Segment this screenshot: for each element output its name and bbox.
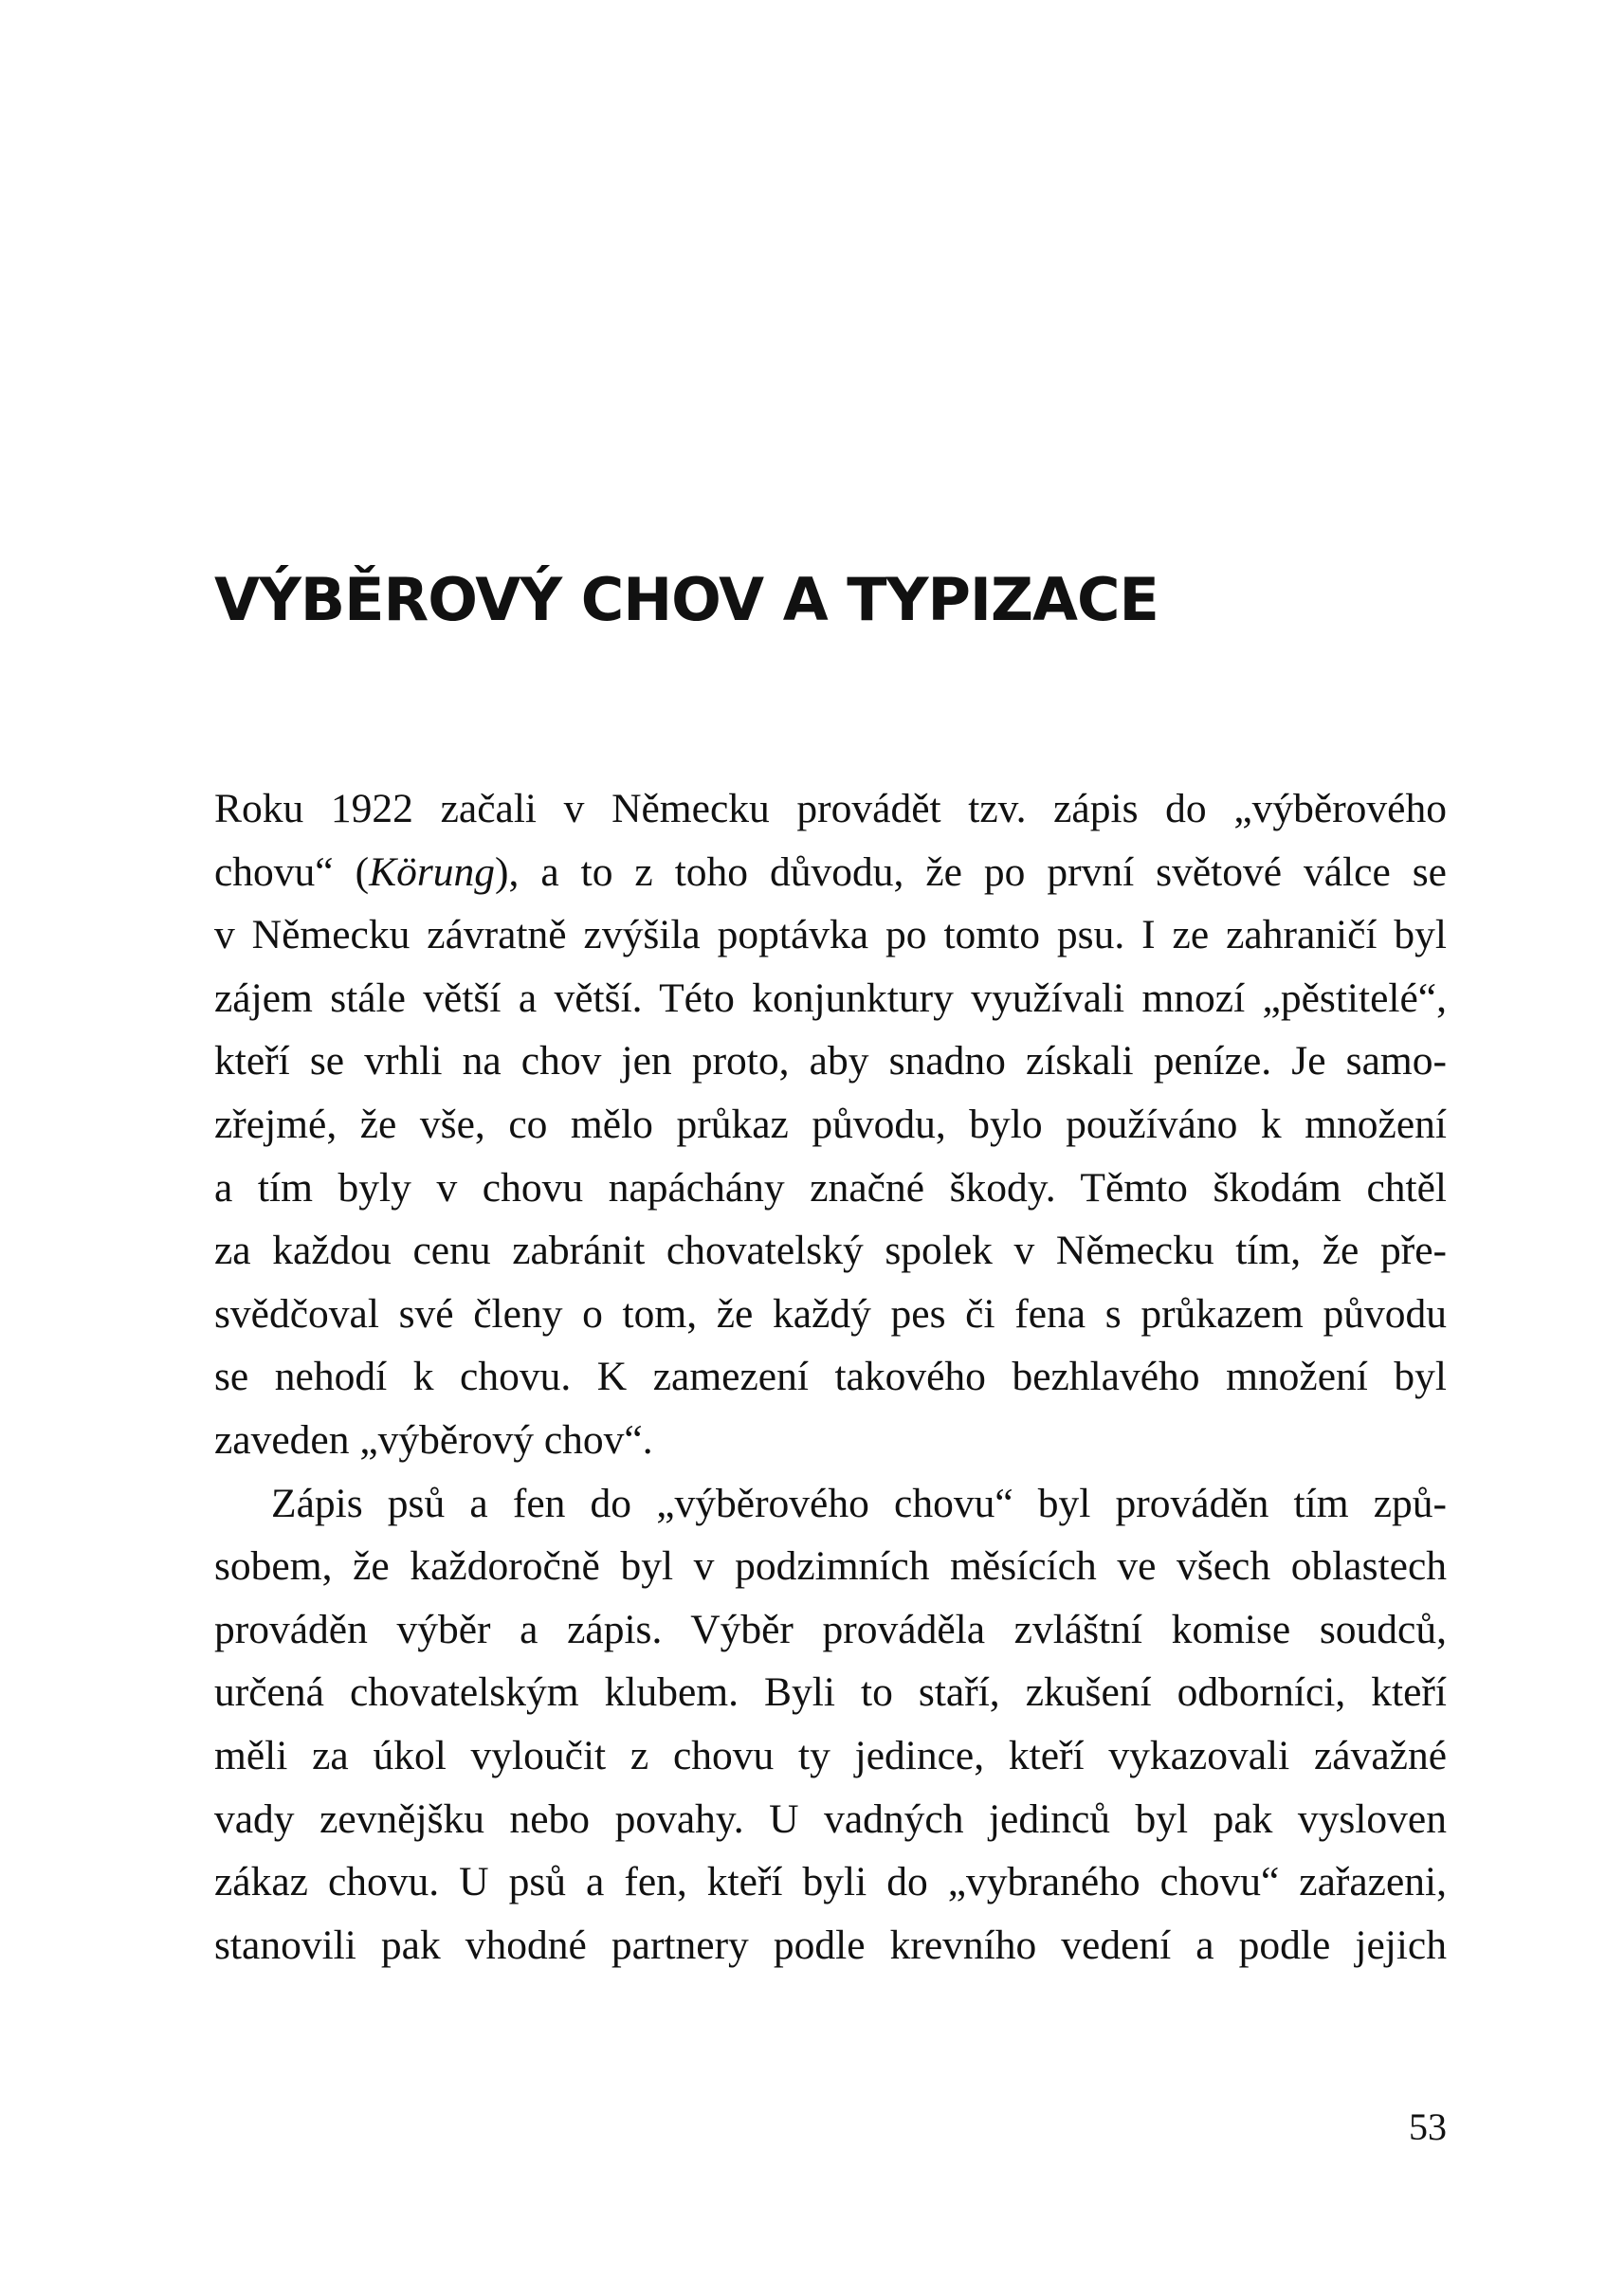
text-line: v Německu závratně zvýšila poptávka po tomto psu. I ze zahraničí byl: [214, 912, 1447, 958]
italic-term: Körung: [369, 848, 496, 895]
text-fragment: ), a to z toho důvodu, že po první světové válce se: [495, 848, 1447, 895]
text-line: zřejmé, že vše, co mělo průkaz původu, bylo používáno k množení: [214, 1101, 1447, 1147]
text-line: [214, 841, 1447, 904]
text-line: stanovili pak vhodné partnery podle krevního vedení a podle jejich: [214, 1922, 1447, 1968]
text-line: Roku 1922 začali v Německu provádět tzv. zápis do „výběrového: [214, 786, 1447, 831]
text-line: zákaz chovu. U psů a fen, kteří byli do „vybraného chovu“ zařazeni,: [214, 1859, 1447, 1905]
text-line: kteří se vrhli na chov jen proto, aby snadno získali peníze. Je samo-: [214, 1038, 1447, 1084]
text-line: za každou cenu zabránit chovatelský spolek v Německu tím, že pře-: [214, 1228, 1447, 1274]
text-line: vady zevnějšku nebo povahy. U vadných jedinců byl pak vysloven: [214, 1795, 1447, 1842]
text-fragment: chovu“ (: [214, 848, 370, 895]
text-line: svědčoval své členy o tom, že každý pes či fena s průkazem původu: [214, 1290, 1447, 1337]
text-line: zájem stále větší a větší. Této konjunktury využívali mnozí „pěstitelé“,: [214, 975, 1447, 1021]
paragraph-2: [214, 1472, 1447, 1977]
text-line: a tím byly v chovu napáchány značné škody. Těmto škodám chtěl: [214, 1164, 1447, 1211]
page-number: 53: [1409, 2105, 1447, 2148]
text-line: zaveden „výběrový chov“.: [214, 1416, 653, 1463]
chapter-title: VÝBĚROVÝ CHOV A TYPIZACE: [214, 565, 1159, 634]
text-line: sobem, že každoročně byl v podzimních měsících ve všech oblastech: [214, 1543, 1447, 1590]
body-text: [214, 777, 1447, 1977]
paragraph-1: [214, 777, 1447, 1472]
text-line: měli za úkol vyloučit z chovu ty jedince, kteří vykazovali závažné: [214, 1732, 1447, 1778]
text-line: určená chovatelským klubem. Byli to staří, zkušení odborníci, kteří: [214, 1669, 1447, 1716]
text-line: Zápis psů a fen do „výběrového chovu“ byl prováděn tím způ-: [271, 1480, 1447, 1526]
text-line: se nehodí k chovu. K zamezení takového bezhlavého množení byl: [214, 1354, 1447, 1400]
text-line: prováděn výběr a zápis. Výběr prováděla zvláštní komise soudců,: [214, 1606, 1447, 1652]
